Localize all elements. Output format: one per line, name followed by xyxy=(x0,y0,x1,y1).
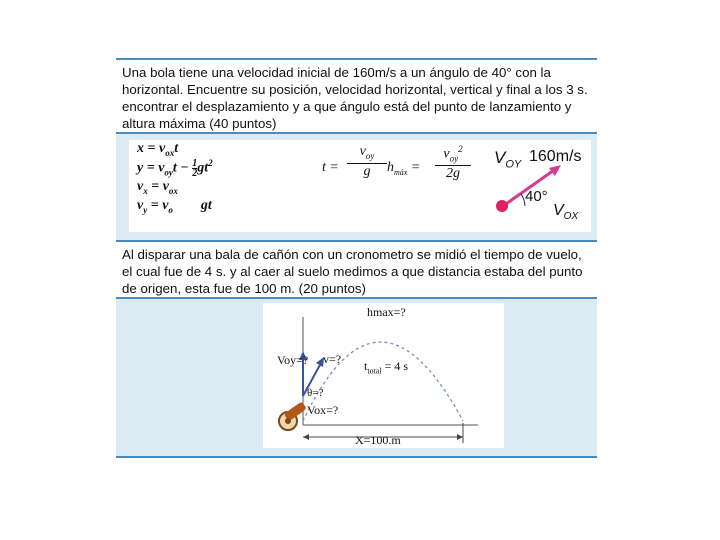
formula-panel xyxy=(129,140,591,232)
equation-time-fraction: $v_{oy}$ g xyxy=(347,144,387,180)
equation-x: $x = v_{ox}t$ xyxy=(137,141,179,158)
equation-vx: $v_x = v_{ox}$ xyxy=(137,179,178,196)
equation-time: t = xyxy=(322,160,339,175)
problem2-text: Al disparar una bala de cañón con un cronometro se midió el tiempo de vuelo, el cual fue de 4 s. y al caer al suelo medimos a que distancia estaba del punto de origen, esta fue de 100 m. (20 puntos) xyxy=(122,247,583,296)
vox-label: $V_{OX}$ xyxy=(553,202,579,223)
problems-table xyxy=(116,58,597,458)
equation-hmax: $h_{máx}$ = xyxy=(387,160,421,177)
problem2-diagram-row xyxy=(116,299,597,456)
theta-label: θ=? xyxy=(307,387,324,399)
angle-label: 40° xyxy=(525,188,548,205)
hmax-label: hmax=? xyxy=(367,305,406,319)
projectile-panel xyxy=(263,303,504,448)
range-label: X=100.m xyxy=(355,433,401,447)
voy-label: $V_{OY}$ xyxy=(494,148,522,171)
equation-vy: $v_y = v_o$ gt xyxy=(137,198,212,215)
bottom-rule xyxy=(116,456,597,458)
t-total-label: $t_{total} = 4$ s xyxy=(364,359,408,376)
velocity-arrowhead-icon xyxy=(549,165,561,176)
problem1-row xyxy=(116,60,597,132)
v-unknown-label: v=? xyxy=(323,352,342,366)
problem2-row xyxy=(116,242,597,297)
projectile-diagram xyxy=(263,303,504,448)
range-right-arrow-icon xyxy=(457,434,463,440)
voy-unknown-label: Voy=? xyxy=(277,353,309,367)
range-left-arrow-icon xyxy=(303,434,309,440)
problem1-text: Una bola tiene una velocidad inicial de 160m/s a un ángulo de 40° con la horizontal. Encuentre su posición, velocidad horizontal, vertical y final a los 3 s. encontrar el desplazamiento y a que ángulo está del punto de lanzamiento y altura máxima (40 puntos) xyxy=(122,65,588,131)
problem1-formulas-row xyxy=(116,134,597,240)
equation-y: $y = v_{oy}t$ − $\frac{1}{2}$ $gt^2$ xyxy=(137,157,213,179)
magnitude-label: 160m/s xyxy=(529,148,582,165)
vox-unknown-label: Vox=? xyxy=(307,403,339,417)
equation-hmax-fraction: $v_{oy}^2$ 2g xyxy=(435,144,471,182)
launch-point-dot xyxy=(496,200,508,212)
